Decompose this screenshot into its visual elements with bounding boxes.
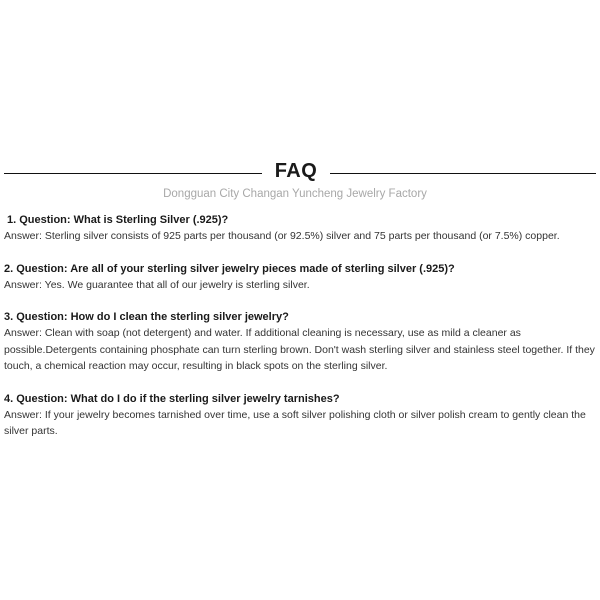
header-right-rule	[330, 173, 596, 174]
faq-answer: Answer: If your jewelry becomes tarnished over time, use a soft silver polishing cloth or silver polish cream to gently clean the silver parts.	[4, 408, 586, 437]
faq-question: 1. Question: What is Sterling Silver (.925)?	[7, 214, 229, 226]
header-left-rule	[4, 173, 262, 174]
faq-question: 3. Question: How do I clean the sterling silver jewelry?	[4, 311, 289, 323]
faq-item	[4, 309, 598, 375]
faq-item	[4, 212, 598, 245]
faq-list	[4, 212, 598, 456]
company-subtitle: Dongguan City Changan Yuncheng Jewelry Factory	[163, 188, 427, 200]
faq-question: 2. Question: Are all of your sterling silver jewelry pieces made of sterling silver (.925)?	[4, 262, 455, 275]
faq-answer: Answer: Sterling silver consists of 925 parts per thousand (or 92.5%) silver and 75 parts per thousand (or 7.5%) copper.	[4, 230, 560, 242]
page-title: FAQ	[274, 160, 318, 182]
faq-answer: Answer: Clean with soap (not detergent) and water. If additional cleaning is necessary, use as mild a cleaner as possible.Detergents containing phosphate can turn sterling brown. Don't wash sterling silver and stainless steel together. If they touch, a chemical reaction may occur, resulting in black spots on the sterling silver.	[4, 327, 595, 372]
faq-header	[0, 160, 600, 190]
faq-answer: Answer: Yes. We guarantee that all of our jewelry is sterling silver.	[4, 278, 310, 291]
faq-item	[4, 391, 598, 440]
faq-item	[4, 261, 598, 294]
faq-question: 4. Question: What do I do if the sterling silver jewelry tarnishes?	[4, 392, 340, 405]
